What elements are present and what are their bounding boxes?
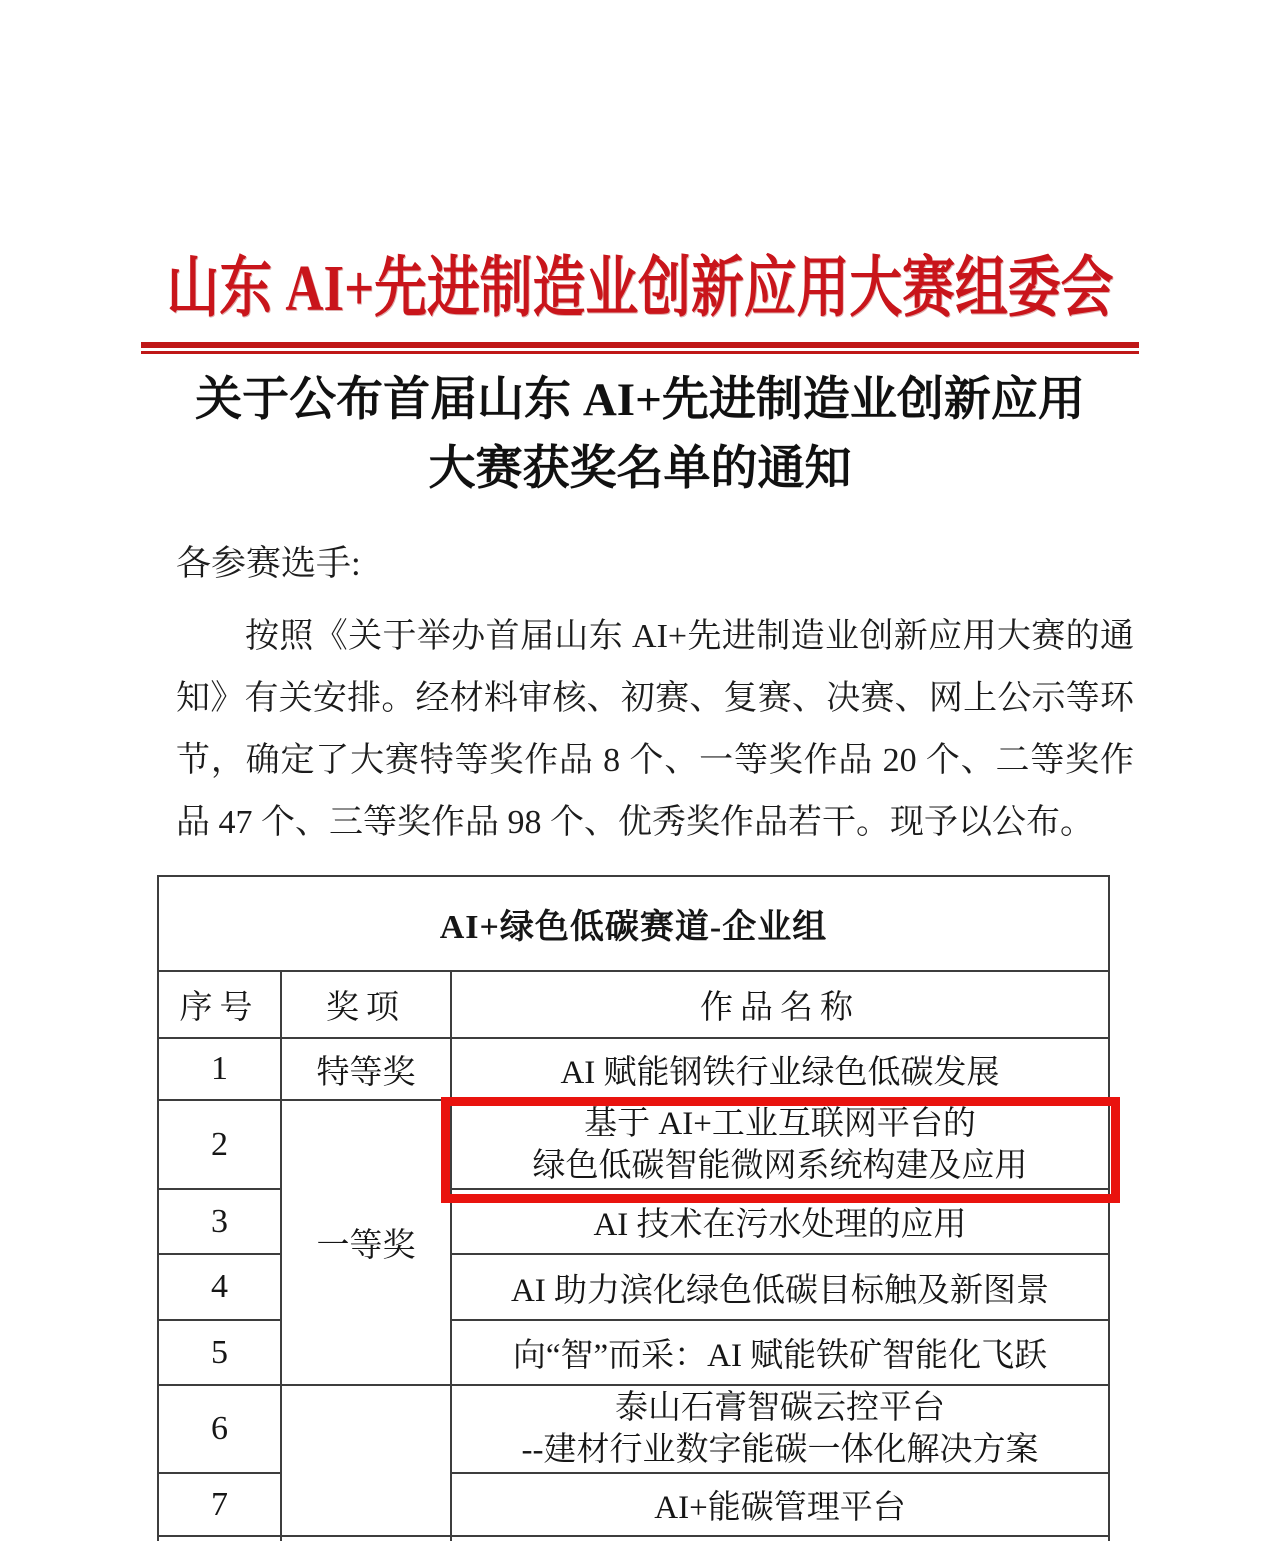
awards-table bbox=[157, 875, 1110, 1541]
row3-work: AI 技术在污水处理的应用 bbox=[451, 1189, 1109, 1254]
first-prize-merged-cell: 一等奖 bbox=[281, 1100, 451, 1385]
row6-work-line2: --建材行业数字能碳一体化解决方案 bbox=[521, 1432, 1039, 1468]
row1-work: AI 赋能钢铁行业绿色低碳发展 bbox=[451, 1038, 1109, 1100]
row8-award bbox=[281, 1536, 451, 1541]
doc-title-line1: 关于公布首届山东 AI+先进制造业创新应用 bbox=[195, 374, 1085, 426]
row4-work: AI 助力滨化绿色低碳目标触及新图景 bbox=[451, 1254, 1109, 1320]
row6-work-line1: 泰山石膏智碳云控平台 bbox=[615, 1390, 945, 1426]
paragraph-line-4: 品 47 个、三等奖作品 98 个、优秀奖作品若干。现予以公布。 bbox=[176, 804, 1094, 841]
row5-work: 向“智”而采：AI 赋能铁矿智能化飞跃 bbox=[451, 1320, 1109, 1385]
row6-award-merged-cell bbox=[281, 1385, 451, 1536]
row8-no bbox=[158, 1536, 281, 1541]
row6-work bbox=[451, 1385, 1109, 1473]
row4-no: 4 bbox=[158, 1254, 281, 1320]
salutation: 各参赛选手: bbox=[176, 544, 361, 583]
doc-title bbox=[80, 366, 1200, 504]
table-banner-title: AI+绿色低碳赛道-企业组 bbox=[158, 876, 1109, 971]
row2-work-highlighted bbox=[451, 1100, 1109, 1189]
paragraph-line-2: 知》有关安排。经材料审核、初赛、复赛、决赛、网上公示等环 bbox=[176, 680, 1134, 717]
row3-no: 3 bbox=[158, 1189, 281, 1254]
table-row-2 bbox=[158, 1100, 1109, 1189]
col-header-no: 序号 bbox=[158, 971, 281, 1038]
letterhead-rule-thin bbox=[141, 351, 1139, 354]
row2-no: 2 bbox=[158, 1100, 281, 1189]
row2-work-line2: 绿色低碳智能微网系统构建及应用 bbox=[532, 1147, 1028, 1184]
row7-work: AI+能碳管理平台 bbox=[451, 1473, 1109, 1536]
table-banner-row bbox=[158, 876, 1109, 971]
paragraph-line-1: 按照《关于举办首届山东 AI+先进制造业创新应用大赛的通 bbox=[245, 618, 1134, 655]
col-header-award: 奖项 bbox=[281, 971, 451, 1038]
row1-award: 特等奖 bbox=[281, 1038, 451, 1100]
doc-title-line2: 大赛获奖名单的通知 bbox=[428, 443, 852, 495]
table-row-1 bbox=[158, 1038, 1109, 1100]
row8-work bbox=[451, 1536, 1109, 1541]
row5-no: 5 bbox=[158, 1320, 281, 1385]
row1-no: 1 bbox=[158, 1038, 281, 1100]
row6-no: 6 bbox=[158, 1385, 281, 1473]
org-header-title: 山东 AI+先进制造业创新应用大赛组委会 bbox=[166, 252, 1114, 325]
table-row-6 bbox=[158, 1385, 1109, 1473]
letterhead-rule-thick bbox=[141, 342, 1139, 348]
row7-no: 7 bbox=[158, 1473, 281, 1536]
table-header-row bbox=[158, 971, 1109, 1038]
body-paragraph bbox=[176, 606, 1134, 854]
paragraph-line-3: 节，确定了大赛特等奖作品 8 个、一等奖作品 20 个、二等奖作 bbox=[176, 742, 1134, 779]
col-header-work: 作品名称 bbox=[451, 971, 1109, 1038]
row2-work-line1: 基于 AI+工业互联网平台的 bbox=[584, 1105, 976, 1142]
table-row-8-clipped bbox=[158, 1536, 1109, 1541]
